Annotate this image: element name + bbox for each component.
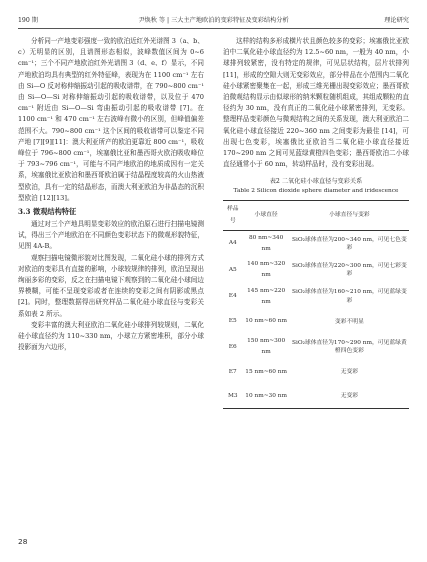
page-number: 28: [18, 537, 28, 546]
table-row: [223, 384, 409, 409]
cell-relation: 无变彩: [340, 369, 359, 376]
cell-sample-id: E6: [228, 343, 237, 350]
diameter-table: [223, 200, 409, 409]
table-caption-cn: 表2 二氧化硅小球直径与变彩关系: [269, 178, 363, 186]
cell-sample-id: A4: [228, 240, 237, 247]
cell-relation: SiO₂球体直径为220~300 nm，可见七彩变彩: [292, 262, 407, 278]
header-relation: 小球直径与变彩: [290, 201, 409, 230]
table-row: [223, 360, 409, 384]
section-heading-microstructure: 3.3 微观结构特征: [18, 207, 77, 217]
left-column: [18, 36, 204, 353]
table-row: [223, 334, 409, 360]
table-row: [223, 310, 409, 334]
table-row: [223, 230, 409, 257]
cell-diameter: 140 nm~320 nm: [247, 261, 286, 279]
table-header-row: [223, 201, 409, 230]
cell-diameter: 150 nm~300 nm: [247, 338, 286, 356]
header-diameter: 小球直径: [243, 201, 290, 230]
cell-relation: SiO₂球体直径为160~210 nm，可见蓝绿变彩: [292, 289, 407, 304]
cell-relation: 无变彩: [340, 393, 359, 400]
cell-diameter: 10 nm~30 nm: [245, 392, 288, 399]
paragraph-sem-observation: 观察扫描电镜微形貌对比图发现，二氧化硅小球的排列方式对欧泊的变彩具有直接的影响，小球较规律的排列，欧泊呈现出绚丽多彩的变彩，反之在扫描电镜下观察到的二氧化硅小球间边界模糊，可能不呈现变彩或者在连续的变彩之间有阴影或黑点 [2]。同时，整理数据得出研究样品二氧化硅小球直径与变彩关系如表 2 所示。: [18, 253, 204, 318]
table-row: [223, 257, 409, 283]
cell-sample-id: E5: [228, 318, 237, 325]
paragraph-sem-test: 通过对三个产地具明显变彩效应的欧泊原石进行扫描电镜测试，得出三个产地欧泊在不同颜色变彩状态下的微观形貌特征，见图 4A-B。: [18, 220, 204, 251]
section-label: 理论研究: [384, 17, 409, 24]
cell-relation: 变彩不明显: [334, 318, 364, 325]
cell-sample-id: E4: [228, 293, 237, 300]
cell-diameter: 15 nm~60 nm: [245, 368, 288, 375]
running-title: 尹焕秋 等 | 三大主产地欧泊的变彩特征及变彩结构分析: [138, 17, 289, 24]
cell-diameter: 10 nm~60 nm: [245, 318, 288, 325]
cell-sample-id: M3: [227, 392, 238, 399]
table-caption-en: Table 2 Silicon dioxide sphere diameter and iridescence: [233, 187, 399, 194]
cell-sample-id: A5: [228, 266, 237, 273]
table-caption: [223, 177, 409, 196]
cell-sample-id: E7: [228, 368, 237, 375]
right-column: [223, 36, 409, 409]
running-header: [18, 14, 409, 29]
cell-diameter: 145 nm~220 nm: [247, 287, 286, 305]
cell-relation: SiO₂球体直径为170~290 nm，可见蓝绿黄橙四色变彩: [292, 339, 407, 355]
paragraph-australia-opal: 变彩丰富的澳大利亚欧泊二氧化硅小球排列较规则，二氧化硅小球直径约为 110~330 nm，小球立方紧密堆积，部分小球投影面为六边形，: [18, 320, 204, 352]
table-row: [223, 284, 409, 310]
paragraph-ir-analysis: 分析同一产地变彩强度一致的欧泊近红外光谱图 3（a、b、c）无明显的区别，且谱图形态相似，波峰数值区间为 0~6 cm⁻¹；三个不同产地欧泊红外光谱图 3（d、e、f）显示，不同产地欧泊均具有典型的红外特征峰，表现为在 1100 cm⁻¹ 左右由 Si—O 反对称伸缩振动引起的吸收谱带，在 790~800 cm⁻¹ 由 Si—O—Si 对称伸缩振动引起的吸收谱带，以及位于 470 cm⁻¹ 附近由 Si—O—Si 弯曲振动引起的吸收谱带 [7]。在 1100 cm⁻¹ 和 470 cm⁻¹ 左右波峰有微小的区别，但峰值偏差范围不大。790~800 cm⁻¹ 这个区间的吸收谱带可以鉴定不同产地 [7][9][11]：澳大利亚所产的欧泊更靠近 800 cm⁻¹，吸收峰位于 796~800 cm⁻¹，埃塞俄比亚和墨西哥火欧泊吸收峰位于 793~796 cm⁻¹，可能与不同产地欧泊的地质成因有一定关系，埃塞俄比亚欧泊和墨西哥欧泊属于结晶程度较高的火山热液型欧泊，具有一定的结晶形态，而澳大利亚欧泊为非晶态的沉积型欧泊 [12][13]。: [18, 37, 204, 202]
header-sample-id: 样品号: [223, 201, 243, 230]
cell-diameter: 80 nm~340 nm: [248, 234, 284, 253]
issue-number: 190 期: [18, 17, 38, 24]
cell-relation: SiO₂球体直径为200~340 nm，可见七色变彩: [292, 236, 407, 252]
paragraph-structure-continued: 这样的结构多形成横片状且颜色较多的变彩；埃塞俄比亚欧泊中二氧化硅小球直径约为 12.5~60 nm，一般为 40 nm，小球排列较紧密，没有特定的规律，可见层状结构，层片状排列 [11]，形成的空隙大则无变彩效应，部分样品在小范围内二氧化硅小球紧密聚集在一起，形成三维光栅出现变彩效应；墨西哥欧泊微观结构显示由似球形的纳米颗粒随机组成，其组成颗粒的直径约为 30 nm，没有真正的二氧化硅小球紧密排列，无变彩。整理样品变彩颜色与微观结构之间的关系发现，澳大利亚欧泊二氧化硅小球直径接近 220~360 nm 之间变彩为最佳 [14]，可出现七色变彩，埃塞俄比亚欧泊当二氧化硅小球直径接近 170~290 nm 之间可见蓝绿黄橙四色变彩；墨西哥欧泊二小球直径通常小于 60 nm，转动样品时，没有变彩出现。: [223, 37, 409, 169]
